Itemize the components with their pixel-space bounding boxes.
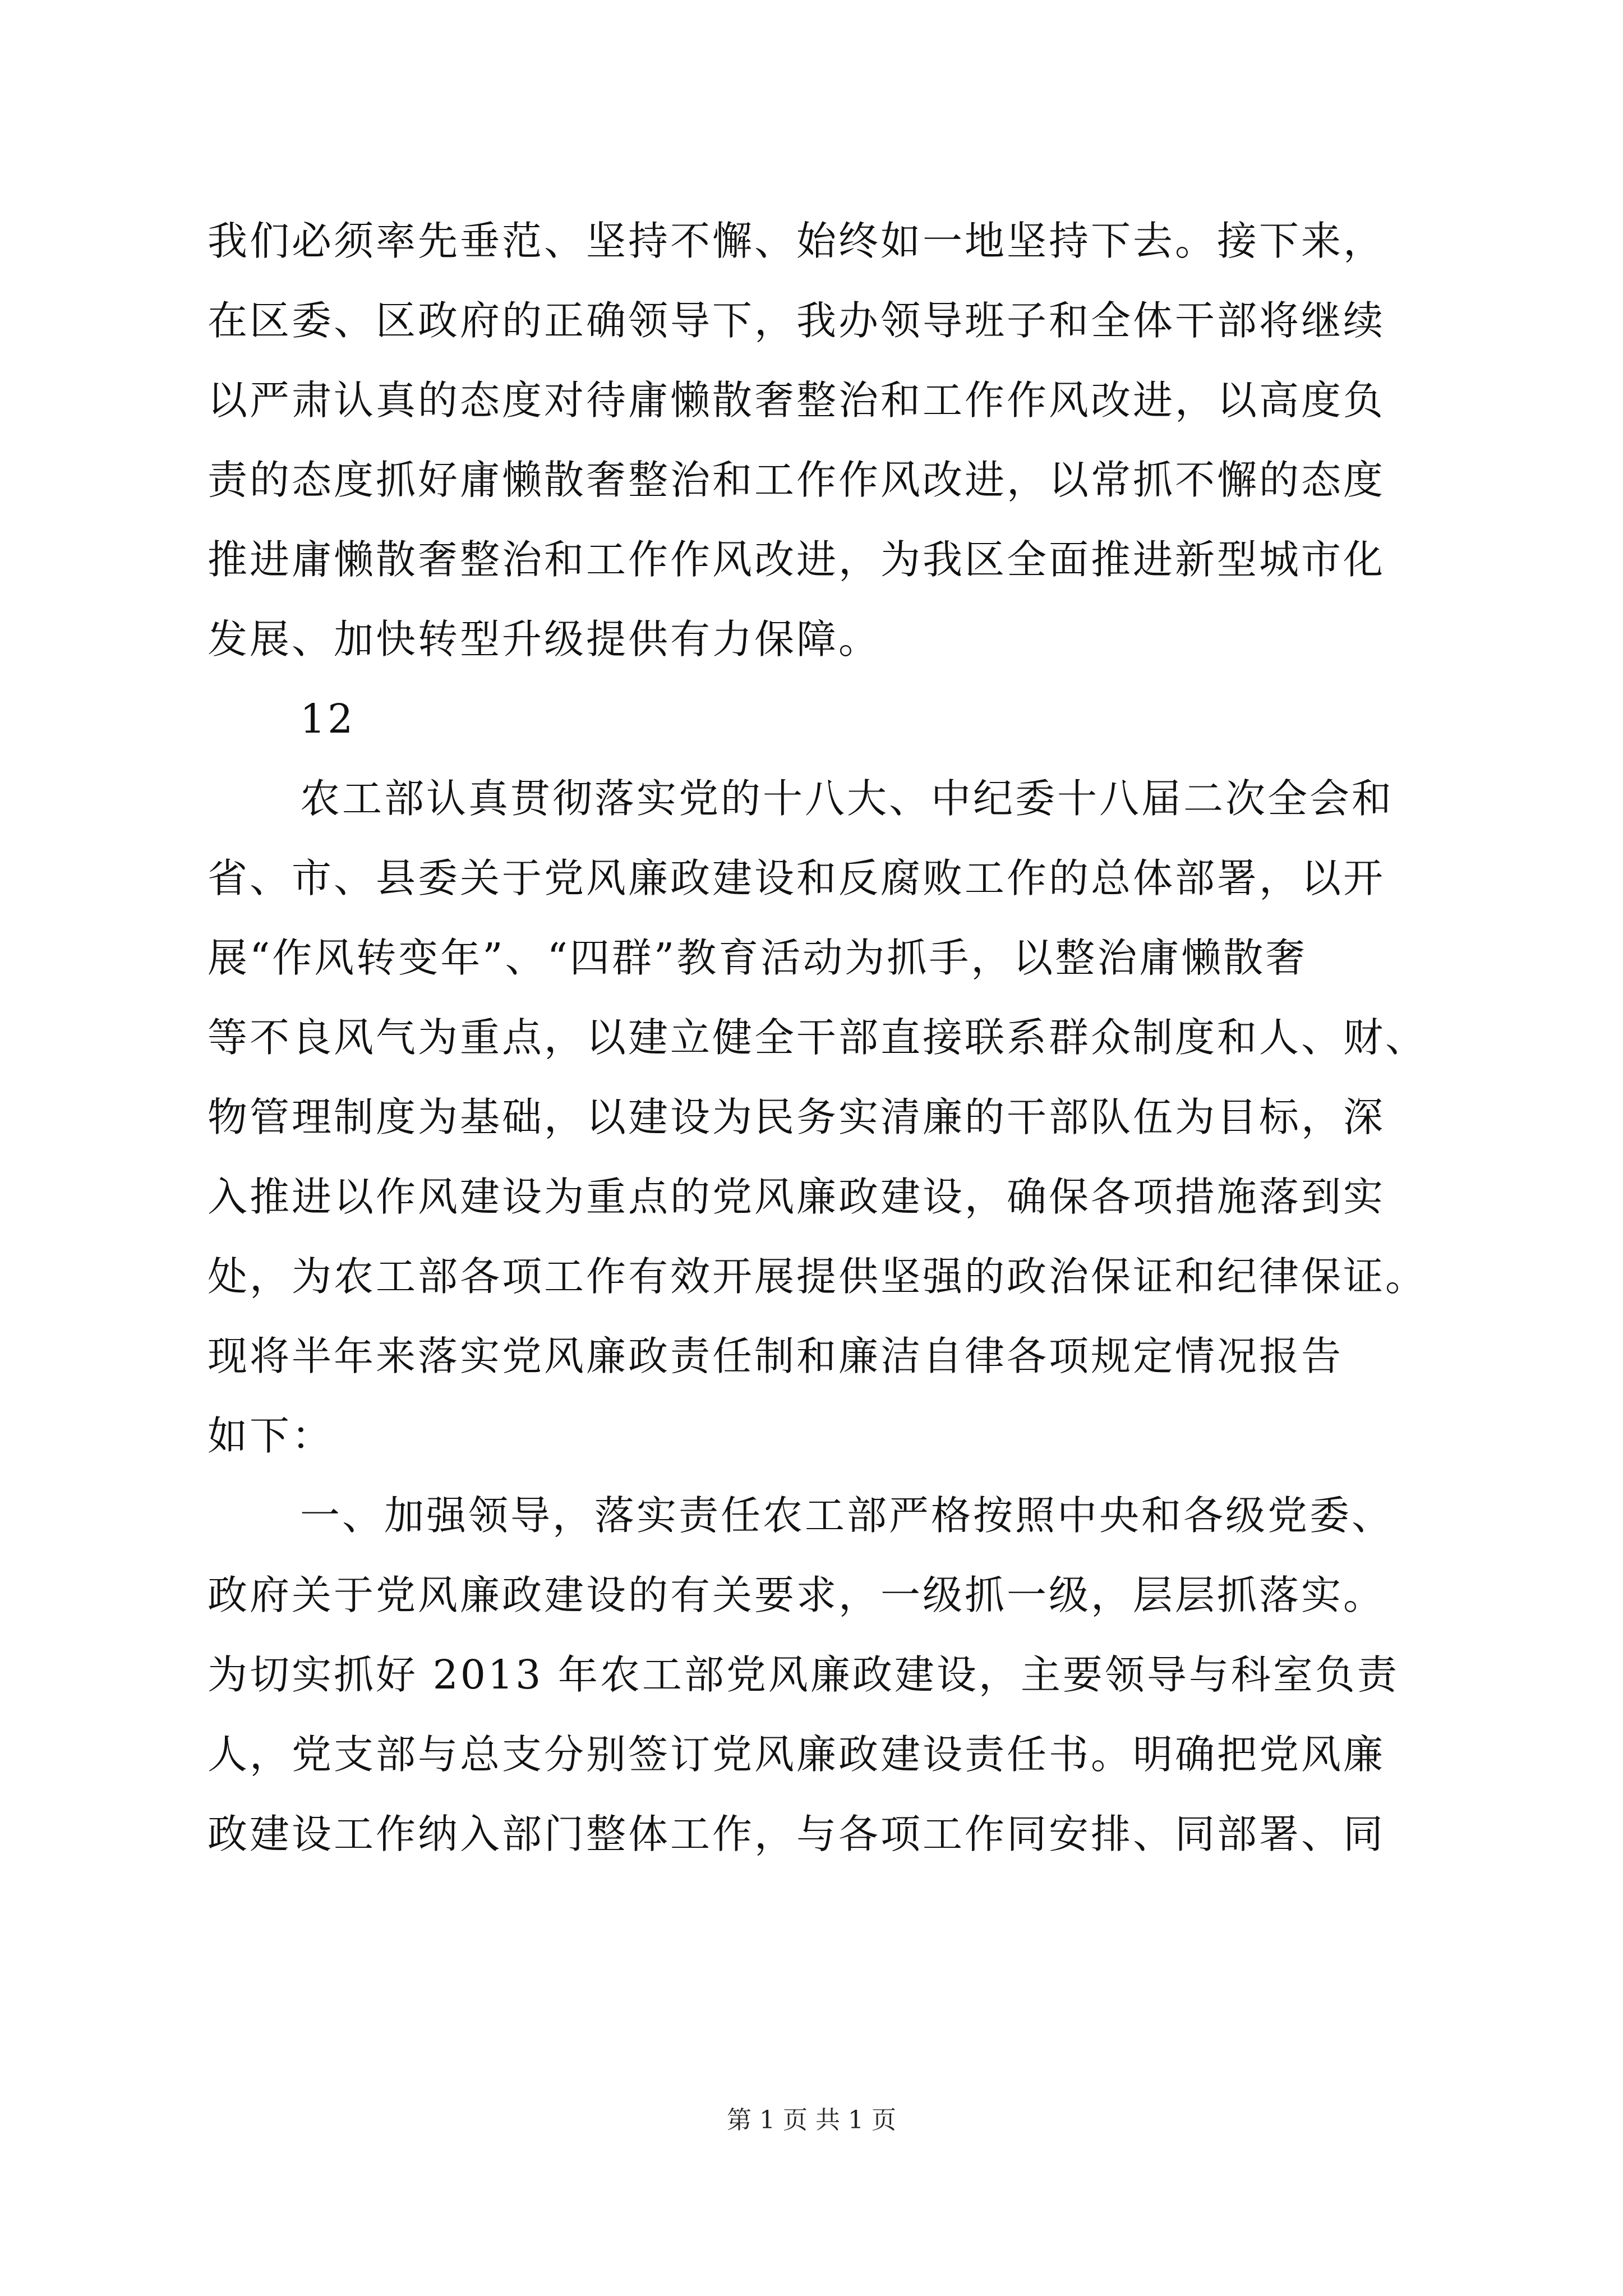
text-line: 入推进以作风建设为重点的党风廉政建设，确保各项措施落到实: [208, 1174, 1386, 1220]
text-line: 以严肃认真的态度对待庸懒散奢整治和工作作风改进，以高度负: [208, 377, 1386, 424]
section-heading-line: 一、加强领导，落实责任农工部严格按照中央和各级党委、: [300, 1492, 1394, 1539]
text-line: 为切实抓好 2013 年农工部党风廉政建设，主要领导与科室负责: [208, 1651, 1399, 1698]
text-line: 人，党支部与总支分别签订党风廉政建设责任书。明确把党风廉: [208, 1731, 1386, 1778]
text-line: 我们必须率先垂范、坚持不懈、始终如一地坚持下去。接下来，: [208, 218, 1386, 264]
text-line: 处，为农工部各项工作有效开展提供坚强的政治保证和纪律保证。: [208, 1253, 1428, 1300]
paragraph-start: 农工部认真贯彻落实党的十八大、中纪委十八届二次全会和: [300, 775, 1394, 822]
page-footer: 第 1 页 共 1 页: [727, 2106, 896, 2134]
text-line: 展“作风转变年”、“四群”教育活动为抓手，以整治庸懒散奢: [208, 935, 1308, 981]
text-line: 责的态度抓好庸懒散奢整治和工作作风改进，以常抓不懈的态度: [208, 457, 1386, 503]
text-line: 发展、加快转型升级提供有力保障。: [208, 616, 881, 662]
text-line: 政府关于党风廉政建设的有关要求，一级抓一级，层层抓落实。: [208, 1572, 1386, 1618]
text-line: 省、市、县委关于党风廉政建设和反腐败工作的总体部署，以开: [208, 855, 1386, 901]
section-number: 12: [300, 696, 356, 742]
text-line: 在区委、区政府的正确领导下，我办领导班子和全体干部将继续: [208, 297, 1386, 344]
text-line: 如下：: [208, 1412, 334, 1459]
text-line: 等不良风气为重点，以建立健全干部直接联系群众制度和人、财、: [208, 1014, 1428, 1061]
text-line: 政建设工作纳入部门整体工作，与各项工作同安排、同部署、同: [208, 1811, 1386, 1857]
text-line: 物管理制度为基础，以建设为民务实清廉的干部队伍为目标，深: [208, 1094, 1386, 1140]
text-line: 现将半年来落实党风廉政责任制和廉洁自律各项规定情况报告: [208, 1333, 1344, 1379]
text-line: 推进庸懒散奢整治和工作作风改进，为我区全面推进新型城市化: [208, 536, 1386, 583]
